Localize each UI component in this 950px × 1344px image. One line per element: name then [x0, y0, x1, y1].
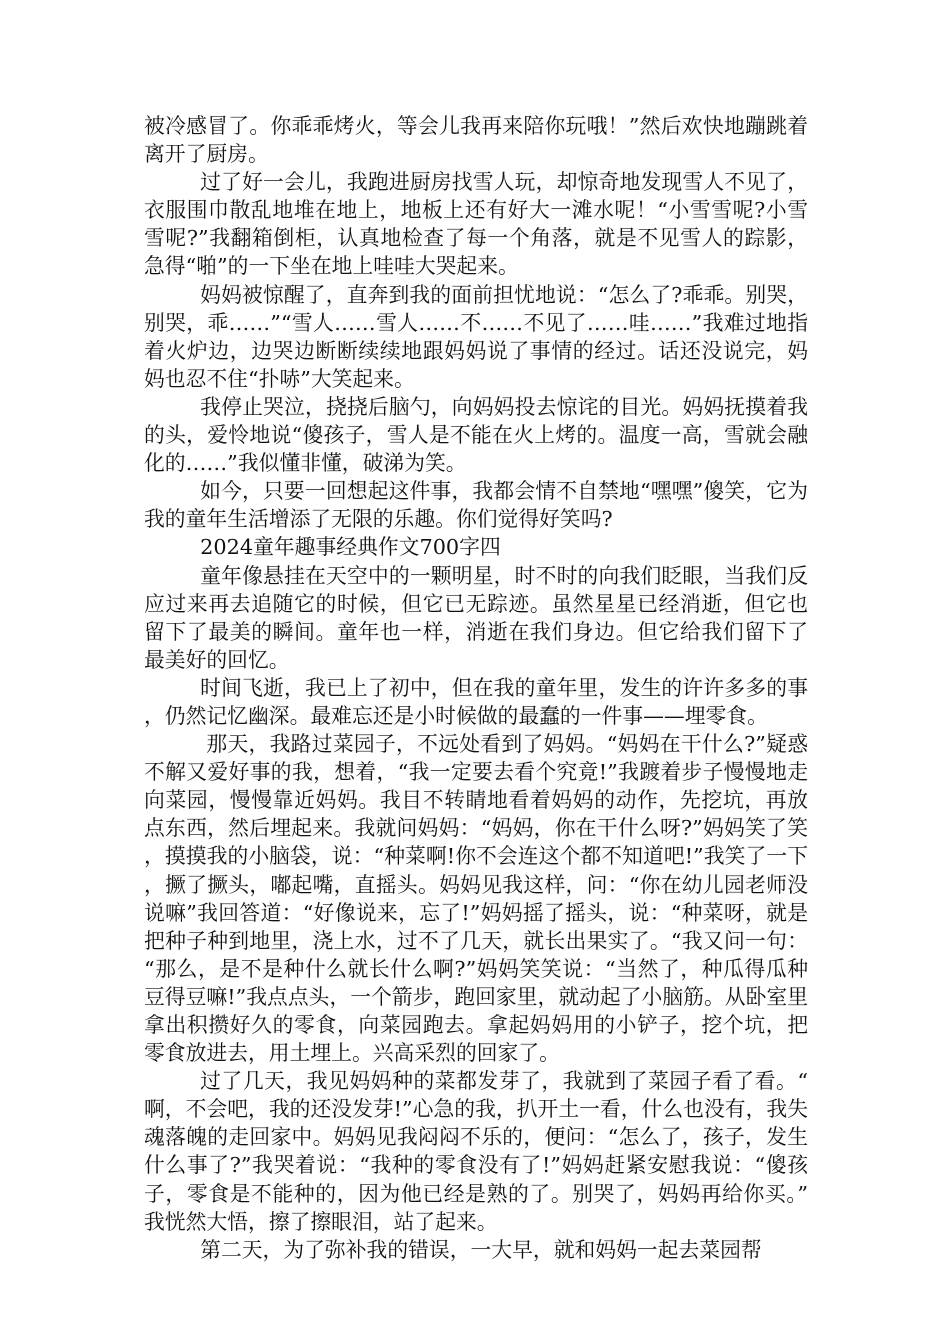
paragraph: 妈妈被惊醒了，直奔到我的面前担忧地说：“怎么了?乖乖。别哭，别哭，乖……”“雪人……雪人……不……不见了……哇……”我难过地指着火炉边，边哭边断断续续地跟妈妈说了事情的经过。话还没说完，妈妈也忍不住“扑哧”大笑起来。 [144, 282, 808, 391]
paragraph: 我停止哭泣，挠挠后脑勺，向妈妈投去惊诧的目光。妈妈抚摸着我的头，爱怜地说“傻孩子，雪人是不能在火上烤的。温度一高，雪就会融化的……”我似懂非懂，破涕为笑。 [144, 394, 808, 476]
section-heading: 2024童年趣事经典作文700字四 [200, 535, 501, 560]
paragraph: 过了几天，我见妈妈种的菜都发芽了，我就到了菜园子看了看。“啊，不会吧，我的还没发芽!”心急的我，扒开土一看，什么也没有，我失魂落魄的走回家中。妈妈见我闷闷不乐的，便问：“怎么了，孩子，发生什么事了?”我哭着说：“我种的零食没有了!”妈妈赶紧安慰我说：“傻孩子，零食是不能种的，因为他已经是熟的了。别哭了，妈妈再给你买。”我恍然大悟，擦了擦眼泪，站了起来。 [144, 1069, 808, 1234]
paragraph: 如今，只要一回想起这件事，我都会情不自禁地“嘿嘿”傻笑，它为我的童年生活增添了无限的乐趣。你们觉得好笑吗? [144, 479, 808, 532]
paragraph: 时间飞逝，我已上了初中，但在我的童年里，发生的许许多多的事，仍然记忆幽深。最难忘还是小时候做的最蠢的一件事——埋零食。 [144, 675, 808, 728]
paragraph: 过了好一会儿，我跑进厨房找雪人玩，却惊奇地发现雪人不见了，衣服围巾散乱地堆在地上，地板上还有好大一滩水呢！“小雪雪呢?小雪雪呢?”我翻箱倒柜，认真地检查了每一个角落，就是不见雪人的踪影，急得“啪”的一下坐在地上哇哇大哭起来。 [144, 170, 808, 279]
paragraph: 那天，我路过菜园子，不远处看到了妈妈。“妈妈在干什么?”疑惑不解又爱好事的我，想着，“我一定要去看个究竟!”我踱着步子慢慢地走向菜园，慢慢靠近妈妈。我目不转睛地看着妈妈的动作，先挖坑，再放点东西，然后埋起来。我就问妈妈：“妈妈，你在干什么呀?”妈妈笑了笑，摸摸我的小脑袋，说：“种菜啊!你不会连这个都不知道吧!”我笑了一下，撅了撅头，嘟起嘴，直摇头。妈妈见我这样，问：“你在幼儿园老师没说嘛”我回答道：“好像说来，忘了!”妈妈摇了摇头，说：“种菜呀，就是把种子种到地里，浇上水，过不了几天，就长出果实了。“我又问一句：“那么，是不是种什么就长什么啊?”妈妈笑笑说：“当然了，种瓜得瓜种豆得豆嘛!”我点点头，一个箭步，跑回家里，就动起了小脑筋。从卧室里拿出积攒好久的零食，向菜园跑去。拿起妈妈用的小铲子，挖个坑，把零食放进去，用土埋上。兴高采烈的回家了。 [144, 732, 808, 1066]
paragraph-continuation: 被冷感冒了。你乖乖烤火，等会儿我再来陪你玩哦！”然后欢快地蹦跳着离开了厨房。 [144, 114, 808, 167]
paragraph: 第二天，为了弥补我的错误，一大早，就和妈妈一起去菜园帮 [200, 1237, 762, 1262]
document-page [144, 112, 808, 1264]
paragraph: 童年像悬挂在天空中的一颗明星，时不时的向我们眨眼，当我们反应过来再去追随它的时候，但它已无踪迹。虽然星星已经消逝，但它也留下了最美的瞬间。童年也一样，消逝在我们身边。但它给我们留下了最美好的回忆。 [144, 563, 808, 672]
